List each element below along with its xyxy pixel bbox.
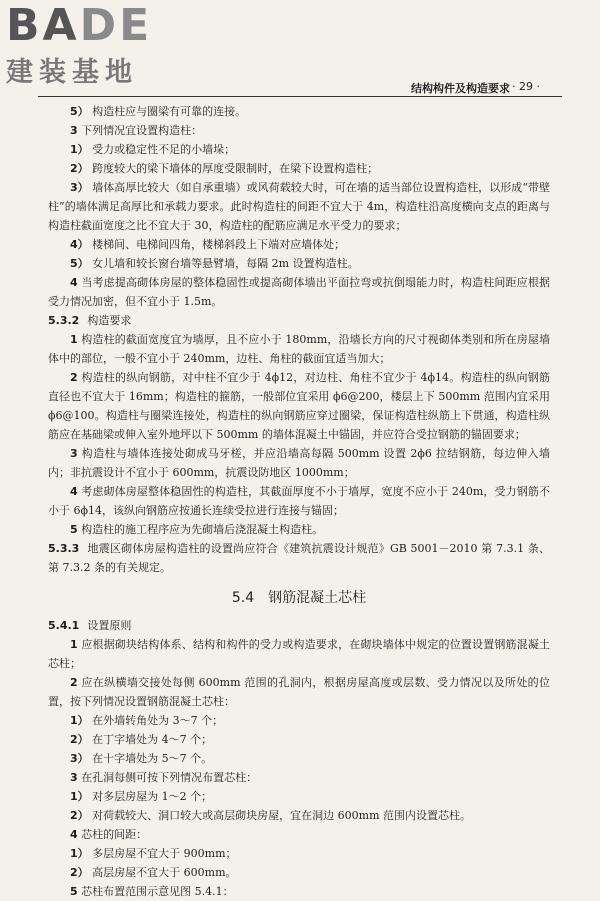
clause-heading xyxy=(48,311,550,330)
paragraph-text: 高层房屋不宜大于 600mm。 xyxy=(92,866,237,879)
paragraph xyxy=(48,825,550,844)
logo-subtitle: 建装基地 xyxy=(6,57,138,88)
paragraph xyxy=(48,749,550,768)
page-body xyxy=(48,102,550,901)
logo xyxy=(6,0,153,89)
paragraph-text: 构造柱的纵向钢筋，对中柱不宜少于 4ϕ12，对边柱、角柱不宜少于 4ϕ14。构造柱的纵向钢筋直径也不宜大于 16mm；构造柱的箍筋，一般部位宜采用 ϕ6@200，楼层上下 500mm 范围内宜采用 ϕ6@100。构造柱与圈梁连接处，构造柱的纵向钢筋应穿过圈梁，保证构造柱纵筋上下贯通，构造柱纵筋应在基础梁或伸入室外地坪以下 500mm 的墙体混凝土中锚固，并应符合受拉钢筋的锚固要求； xyxy=(48,371,550,441)
item-number: 3 xyxy=(70,447,78,460)
paragraph xyxy=(48,882,550,901)
paragraph xyxy=(48,844,550,863)
item-number: 2） xyxy=(70,866,89,879)
item-number: 4 xyxy=(70,276,78,289)
item-number: 1） xyxy=(70,714,89,727)
paragraph-text: 构造柱与墙体连接处砌成马牙槎，并应沿墙高每隔 500mm 设置 2ϕ6 拉结钢筋，每边伸入墙内；非抗震设计不宜小于 600mm，抗震设防地区 1000mm； xyxy=(48,447,551,479)
item-number: 1 xyxy=(70,638,78,651)
paragraph-block-5-3 xyxy=(48,102,550,577)
paragraph-text: 当考虑提高砌体房屋的整体稳固性或提高砌体墙出平面拉弯或抗倒塌能力时，构造柱间距应根据受力情况加密，但不宜小于 1.5m。 xyxy=(48,276,551,308)
item-number: 3） xyxy=(70,752,89,765)
paragraph xyxy=(48,673,550,711)
paragraph-text: 对多层房屋为 1～2 个； xyxy=(92,790,213,803)
item-number: 2 xyxy=(70,371,78,384)
item-number: 5 xyxy=(70,885,78,898)
paragraph-text: 构造柱应与圈梁有可靠的连接。 xyxy=(92,105,247,118)
paragraph xyxy=(48,368,550,444)
paragraph-text: 在孔洞每侧可按下列情况布置芯柱： xyxy=(81,771,258,784)
item-number: 2 xyxy=(70,676,78,689)
item-number: 5） xyxy=(70,257,89,270)
paragraph-text: 地震区砌体房屋构造柱的设置尚应符合《建筑抗震设计规范》GB 5001－2010 第 7.3.1 条、第 7.3.2 条的有关规定。 xyxy=(48,542,550,574)
item-number: 4 xyxy=(70,485,78,498)
item-number: 1） xyxy=(70,143,89,156)
paragraph-text: 应根据砌块结构体系、结构和构件的受力或构造要求，在砌块墙体中规定的位置设置钢筋混凝土芯柱； xyxy=(48,638,551,670)
paragraph-text: 跨度较大的梁下墙体的厚度受限制时，在梁下设置构造柱； xyxy=(92,162,379,175)
item-number: 5.3.2 xyxy=(48,314,80,327)
paragraph-text: 对荷载较大、洞口较大或高层砌块房屋，宜在洞边 600mm 范围内设置芯柱。 xyxy=(92,809,472,822)
paragraph-text: 应在纵横墙交接处每侧 600mm 范围的孔洞内，根据房屋高度或层数、受力情况以及所处的位置，按下列情况设置钢筋混凝土芯柱： xyxy=(48,676,550,708)
paragraph-text: 受力或稳定性不足的小墙垛； xyxy=(92,143,236,156)
header-divider xyxy=(38,96,562,97)
item-number: 5.3.3 xyxy=(48,542,80,555)
section-title: 钢筋混凝土芯柱 xyxy=(268,590,367,606)
paragraph-text: 芯柱布置范围示意见图 5.4.1： xyxy=(81,885,234,898)
item-number: 5） xyxy=(70,105,89,118)
clause-heading xyxy=(48,539,550,577)
paragraph xyxy=(48,444,550,482)
section-heading xyxy=(48,589,550,608)
item-number: 2） xyxy=(70,809,89,822)
paragraph-text: 设置原则 xyxy=(87,619,132,632)
paragraph-text: 构造要求 xyxy=(87,314,132,327)
paragraph xyxy=(48,730,550,749)
paragraph-text: 考虑砌体房屋整体稳固性的构造柱，其截面厚度不小于墙厚，宽度不应小于 240m，受力钢筋不小于 6ϕ14，该纵向钢筋应按通长连续受拉进行连接与锚固； xyxy=(48,485,551,517)
paragraph-text: 在十字墙处为 5～7 个。 xyxy=(92,752,213,765)
item-number: 2） xyxy=(70,162,89,175)
paragraph-text: 芯柱的间距： xyxy=(81,828,148,841)
item-number: 5.4.1 xyxy=(48,619,80,632)
paragraph xyxy=(48,159,550,178)
paragraph-block-5-4 xyxy=(48,616,550,901)
paragraph xyxy=(48,787,550,806)
item-number: 4 xyxy=(70,828,78,841)
paragraph xyxy=(48,806,550,825)
item-number: 1） xyxy=(70,847,89,860)
clause-heading xyxy=(48,616,550,635)
item-number: 5 xyxy=(70,523,78,536)
item-number: 2） xyxy=(70,733,89,746)
section-number: 5.4 xyxy=(231,590,255,606)
paragraph xyxy=(48,140,550,159)
paragraph-text: 楼梯间、电梯间四角，楼梯斜段上下端对应墙体处； xyxy=(92,238,346,251)
paragraph xyxy=(48,121,550,140)
paragraph xyxy=(48,863,550,882)
paragraph xyxy=(48,768,550,787)
paragraph-text: 构造柱的施工程序应为先砌墙后浇混凝土构造柱。 xyxy=(81,523,324,536)
item-number: 3 xyxy=(70,771,78,784)
paragraph xyxy=(48,102,550,121)
running-header-title: 结构构件及构造要求 xyxy=(411,82,510,95)
paragraph-text: 墙体高厚比较大（如自承重墙）或风荷载较大时，可在墙的适当部位设置构造柱，以形成“带壁柱”的墙体满足高厚比和承载力要求。此时构造柱的间距不宜大于 4m，构造柱沿高度横向支点的距离与构造柱截面宽度之比不宜大于 30，构造柱的配筋应满足水平受力的要求； xyxy=(48,181,551,232)
paragraph xyxy=(48,254,550,273)
paragraph xyxy=(48,711,550,730)
paragraph xyxy=(48,235,550,254)
paragraph xyxy=(48,330,550,368)
logo-wordmark: BADE xyxy=(6,0,153,51)
paragraph xyxy=(48,635,550,673)
paragraph xyxy=(48,178,550,235)
item-number: 1 xyxy=(70,333,78,346)
paragraph-text: 在外墙转角处为 3～7 个； xyxy=(92,714,224,727)
item-number: 4） xyxy=(70,238,89,251)
paragraph-text: 多层房屋不宜大于 900mm； xyxy=(92,847,237,860)
paragraph-text: 女儿墙和较长窗台墙等悬臂墙，每隔 2m 设置构造柱。 xyxy=(92,257,359,270)
paragraph-text: 在丁字墙处为 4～7 个； xyxy=(92,733,213,746)
page-number: · 29 · xyxy=(512,80,540,93)
item-number: 1） xyxy=(70,790,89,803)
paragraph-text: 构造柱的截面宽度宜为墙厚，且不应小于 180mm，沿墙长方向的尺寸视砌体类别和所在房屋墙体中的部位，一般不宜小于 240mm，边柱、角柱的截面宜适当加大； xyxy=(48,333,550,365)
paragraph xyxy=(48,520,550,539)
item-number: 3） xyxy=(70,181,89,194)
paragraph xyxy=(48,482,550,520)
paragraph xyxy=(48,273,550,311)
paragraph-text: 下列情况宜设置构造柱： xyxy=(81,124,203,137)
item-number: 3 xyxy=(70,124,78,137)
